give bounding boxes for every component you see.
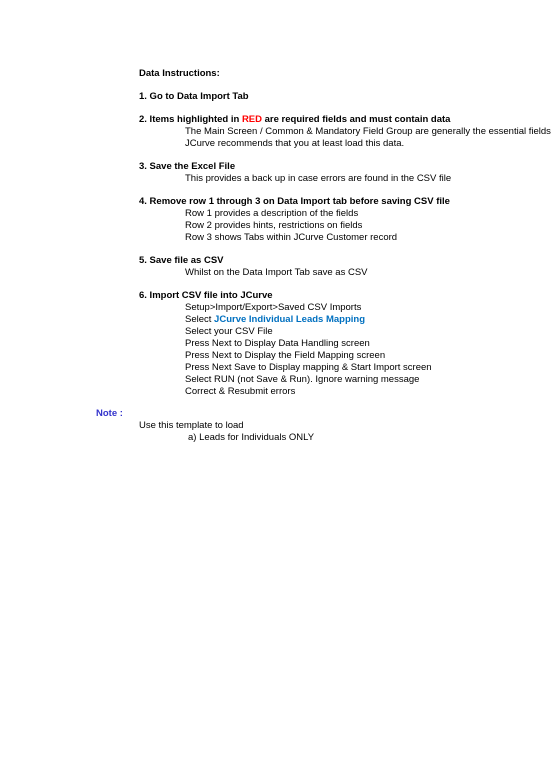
note-line-2: a) Leads for Individuals ONLY [188,432,315,443]
step-3-line-1: This provides a back up in case errors are found in the CSV file [185,173,452,184]
step-6-line-8: Correct & Resubmit errors [185,386,296,397]
step-5-title: 5. Save file as CSV [139,255,224,266]
step-6-select-pre: Select [185,314,215,325]
step-6-line-5: Press Next to Display the Field Mapping screen [185,350,386,361]
mapping-highlight: JCurve Individual Leads Mapping [214,314,366,325]
step-6-line-3: Select your CSV File [185,326,273,337]
note-label: Note : [96,408,123,419]
step-6-line-7: Select RUN (not Save & Run). Ignore warning message [185,374,420,385]
step-6-line-2 [185,314,365,325]
step-4-line-2: Row 2 provides hints, restrictions on fields [185,220,363,231]
step-2-title-post: are required fields and must contain data [262,114,451,125]
step-2-line-2: JCurve recommends that you at least load this data. [185,138,405,149]
heading: Data Instructions: [139,68,220,79]
note-line-1: Use this template to load [139,420,244,431]
step-2-line-1: The Main Screen / Common & Mandatory Field Group are generally the essential fields [185,126,551,137]
step-5-line-1: Whilst on the Data Import Tab save as CSV [185,267,368,278]
step-2-title-pre: 2. Items highlighted in [139,114,242,125]
step-2-title [139,114,450,125]
step-1-title: 1. Go to Data Import Tab [139,91,249,102]
step-6-line-6: Press Next Save to Display mapping & Start Import screen [185,362,432,373]
step-6-line-1: Setup>Import/Export>Saved CSV Imports [185,302,362,313]
required-highlight: RED [241,114,262,125]
step-6-line-4: Press Next to Display Data Handling screen [185,338,370,349]
step-4-line-1: Row 1 provides a description of the fields [185,208,359,219]
step-3-title: 3. Save the Excel File [139,161,236,172]
step-4-line-3: Row 3 shows Tabs within JCurve Customer record [185,232,398,243]
step-6-title: 6. Import CSV file into JCurve [139,290,273,301]
step-4-title: 4. Remove row 1 through 3 on Data Import tab before saving CSV file [139,196,450,207]
